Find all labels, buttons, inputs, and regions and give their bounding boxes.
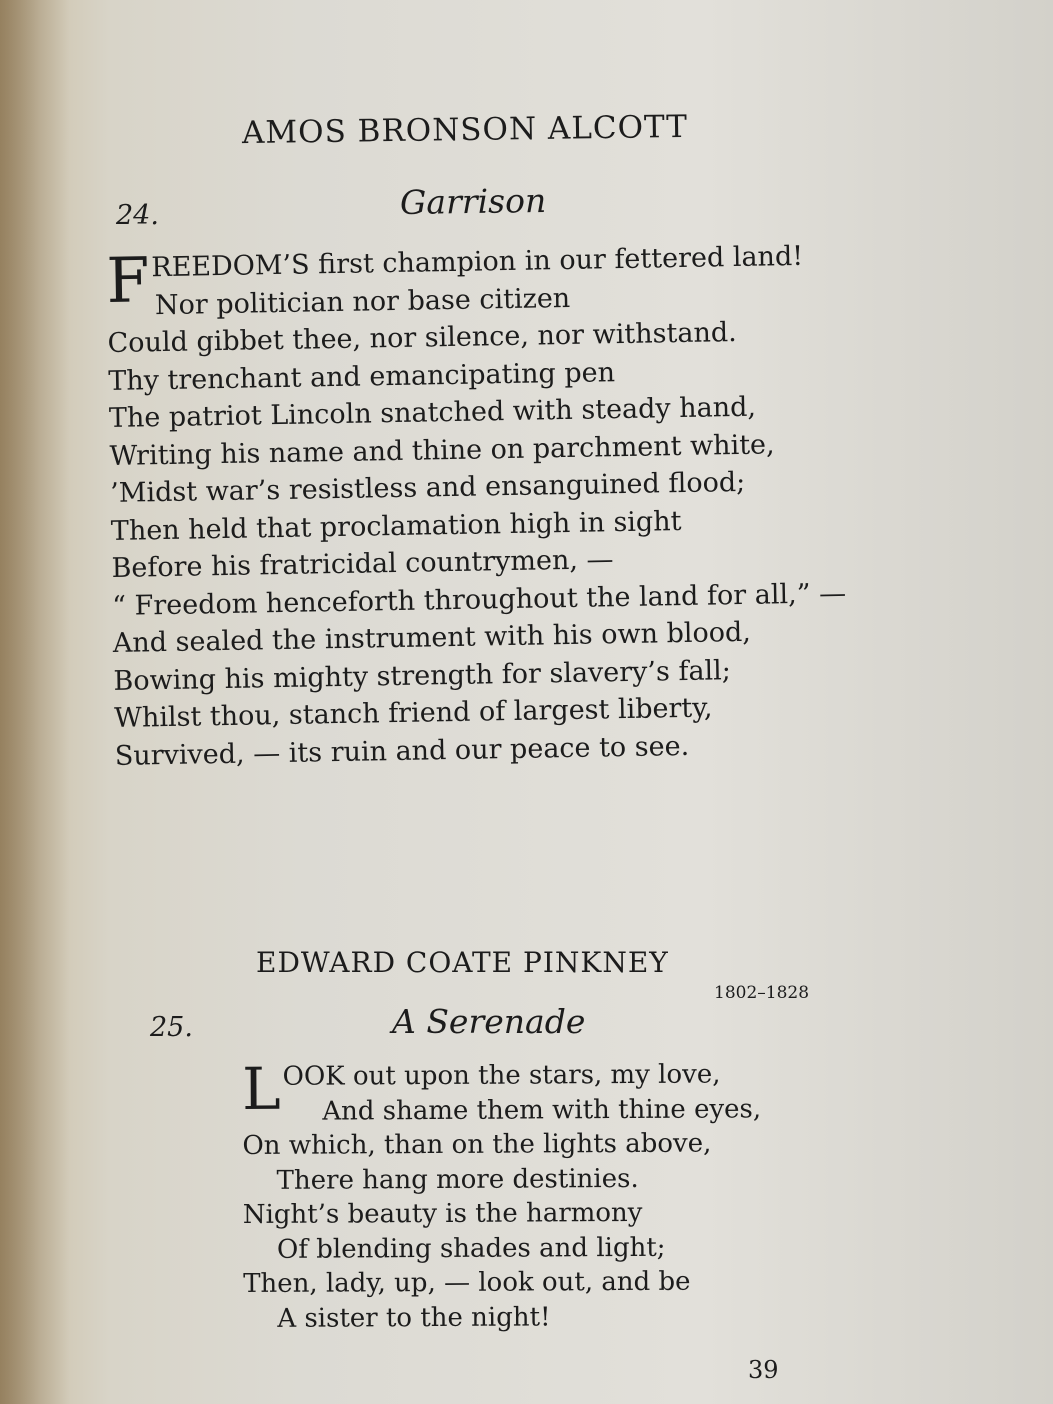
poem-number-25: 25. bbox=[150, 1012, 193, 1043]
page-number: 39 bbox=[748, 1356, 779, 1384]
poem-line: Could gibbet thee, nor silence, nor withstand. bbox=[107, 317, 737, 359]
drop-cap: L bbox=[241, 1054, 281, 1123]
author-heading-alcott: AMOS BRONSON ALCOTT bbox=[241, 108, 689, 152]
first-line-text: OOK out upon the stars, my love, bbox=[282, 1059, 721, 1092]
poem-line: Writing his name and thine on parchment white, bbox=[109, 428, 775, 472]
poem-line: Bowing his mighty strength for slavery’s fall; bbox=[113, 654, 732, 697]
poem-line: ’Midst war’s resistless and ensanguined flood; bbox=[109, 466, 746, 509]
poem-line: Survived, — its ruin and our peace to see. bbox=[114, 730, 690, 772]
poem-line: “ Freedom henceforth throughout the land for all,” — bbox=[111, 577, 847, 622]
drop-cap: F bbox=[105, 243, 151, 317]
poem-line: A sister to the night! bbox=[277, 1301, 551, 1334]
poem-line: And sealed the instrument with his own blood, bbox=[112, 616, 752, 659]
poem-title-garrison: Garrison bbox=[399, 180, 547, 223]
poem-line: Night’s beauty is the harmony bbox=[242, 1197, 643, 1230]
poem-line: Nor politician nor base citizen bbox=[154, 282, 571, 321]
poem-line: There hang more destinies. bbox=[276, 1163, 639, 1196]
author-dates: 1802–1828 bbox=[714, 983, 810, 1003]
poem-line: Then, lady, up, — look out, and be bbox=[243, 1266, 691, 1299]
poem-line: Before his fratricidal countrymen, — bbox=[111, 544, 614, 584]
poem-body-garrison bbox=[106, 237, 849, 775]
poem-line: And shame them with thine eyes, bbox=[322, 1093, 762, 1127]
author-heading-pinkney: EDWARD COATE PINKNEY bbox=[256, 946, 669, 979]
first-line-text: REEDOM’S first champion in our fettered land! bbox=[151, 240, 804, 284]
poem-number-24: 24. bbox=[116, 200, 159, 231]
gutter-shadow bbox=[0, 0, 70, 1404]
poem-line: The patriot Lincoln snatched with steady hand, bbox=[108, 391, 757, 434]
poem-line: Thy trenchant and emancipating pen bbox=[108, 356, 616, 397]
poem-body-serenade bbox=[241, 1054, 762, 1336]
poem-title-serenade: A Serenade bbox=[392, 1002, 586, 1041]
poem-line: Of blending shades and light; bbox=[276, 1232, 666, 1265]
poem-line: Then held that proclamation high in sight bbox=[110, 505, 682, 547]
poem-line: Whilst thou, stanch friend of largest liberty, bbox=[113, 692, 713, 734]
poem-line: On which, than on the lights above, bbox=[242, 1128, 712, 1161]
